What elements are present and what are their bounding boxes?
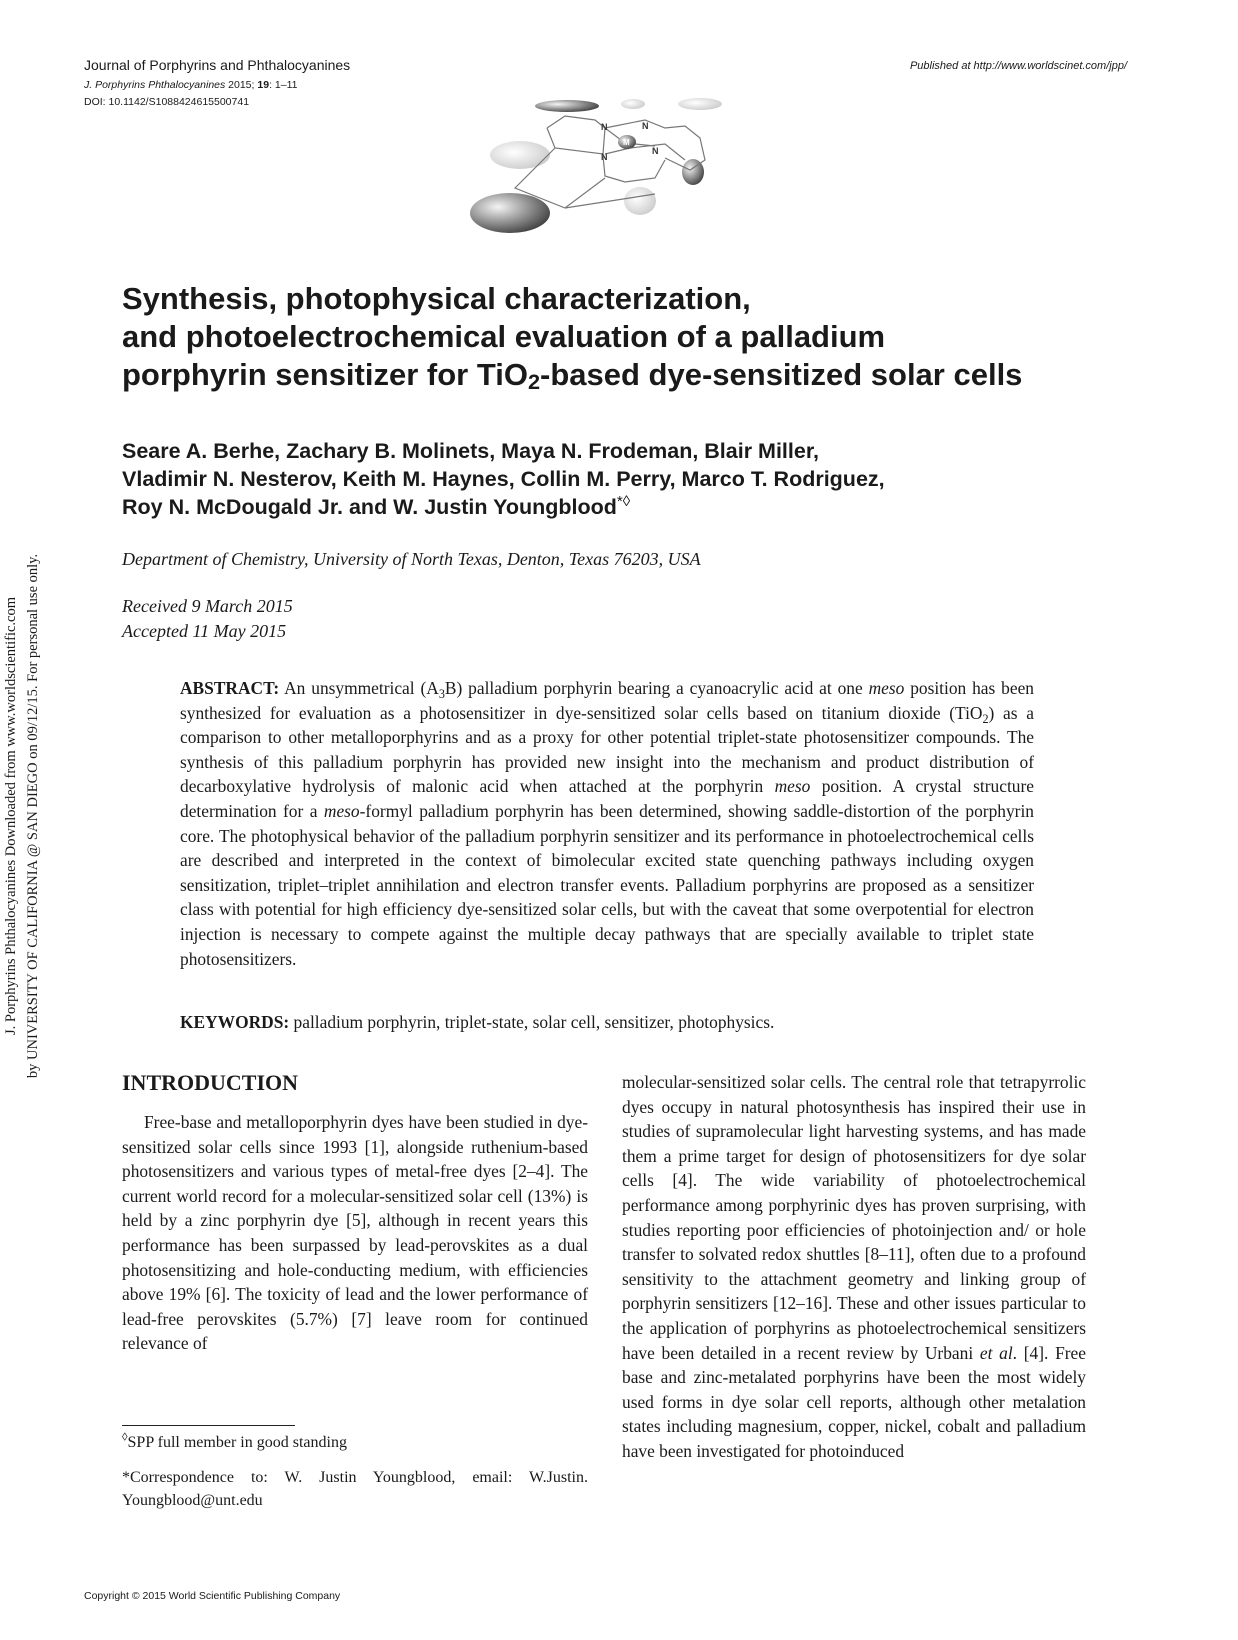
journal-citation: J. Porphyrins Phthalocyanines 2015; 19: 1–11: [84, 79, 298, 91]
title-line: and photoelectrochemical evaluation of a palladium: [122, 319, 886, 354]
copyright: Copyright © 2015 World Scientific Publishing Company: [84, 1590, 341, 1602]
article-title: [122, 280, 1122, 394]
title-line: Synthesis, photophysical characterization,: [122, 281, 751, 316]
accepted-date: Accepted 11 May 2015: [122, 621, 287, 641]
download-notice: [0, 536, 46, 1096]
section-heading: INTRODUCTION: [122, 1070, 299, 1095]
abstract: ABSTRACT: An unsymmetrical $(A_3B)$ palladium porphyrin bearing a cyanoacrylic acid at one meso position has been synthesized for evaluation as a photosensitizer in dye-sensitized solar cells based on titanium dioxide (TiO$_2$) as a comparison to other metalloporphyrins and as a proxy for other potential triplet-state photosensitizer compounds. The synthesis of this palladium porphyrin has provided new insight into the mechanism and product distribution of decarboxylative hydrolysis of malonic acid when attached at the porphyrin meso position. A crystal structure determination for a meso-formyl palladium porphyrin has been determined, showing saddle-distortion of the porphyrin core. The photophysical behavior of the palladium porphyrin sensitizer and its performance in photoelectrochemical cells are described and interpreted in the context of bimolecular excited state quenching pathways including oxygen sensitization, triplet–triplet annihilation and electron transfer events. Palladium porphyrins are proposed as a sensitizer class with potential for high efficiency dye-sensitized solar cells, but with the caveat that some overpotential for electron injection is necessary to compete against the multiple decay pathways that are specially available to triplet state photosensitizers.: [180, 678, 1034, 969]
article-dates: [122, 594, 293, 644]
footnote: ◊SPP full member in good standing: [122, 1431, 347, 1451]
published-at: Published at http://www.worldscinet.com/jpp/: [909, 60, 1127, 72]
footnote: *Correspondence to: W. Justin Youngblood, email: W.Justin. Youngblood@unt.edu: [122, 1469, 588, 1509]
porphyrin-logo: [455, 98, 735, 248]
body-column-right: [622, 1070, 1086, 1464]
logo-label: N: [652, 146, 659, 156]
abstract-label: ABSTRACT:: [180, 678, 280, 698]
body-column-left: [122, 1110, 588, 1356]
logo-label: N: [642, 121, 649, 131]
footnote-divider: [122, 1425, 295, 1426]
download-notice-line: J. Porphyrins Phthalocyanines Downloaded from www.worldscientific.com: [3, 597, 19, 1036]
author-list: [122, 437, 1122, 521]
author-line: Roy N. McDougald Jr. and W. Justin Youngblood*◊: [122, 492, 631, 519]
title-line: porphyrin sensitizer for TiO$_2$-based dye-sensitized solar cells: [122, 357, 1023, 394]
affiliation: Department of Chemistry, University of North Texas, Denton, Texas 76203, USA: [122, 549, 701, 569]
logo-label: M: [623, 138, 630, 147]
keywords-label: KEYWORDS:: [180, 1012, 290, 1032]
received-date: Received 9 March 2015: [122, 596, 293, 616]
download-notice-line: by UNIVERSITY OF CALIFORNIA @ SAN DIEGO on 09/12/15. For personal use only.: [25, 553, 41, 1079]
paragraph: molecular-sensitized solar cells. The central role that tetrapyrrolic dyes occupy in natural photosynthesis has inspired their use in studies of supramolecular light harvesting systems, and has made them a prime target for design of photosensitizers for dye solar cells [4]. The wide variability of photoelectrochemical performance among porphyrinic dyes has proven surprising, with studies reporting poor efficiencies of photoinjection and/ or hole transfer to solvated redox shuttles [8–11], often due to a profound sensitivity to the attachment geometry and linking group of porphyrin sensitizers [12–16]. These and other issues particular to the application of porphyrins as photoelectrochemical sensitizers have been detailed in a recent review by Urbani et al. [4]. Free base and zinc-metalated porphyrins have been the most widely used forms in dye solar cell reports, although other metalation states including magnesium, copper, nickel, cobalt and palladium have been investigated for photoinduced: [622, 1072, 1086, 1461]
logo-label: N: [601, 152, 608, 162]
logo-label: N: [601, 122, 608, 132]
doi: DOI: 10.1142/S1088424615500741: [84, 96, 250, 108]
journal-name: Journal of Porphyrins and Phthalocyanines: [84, 57, 351, 73]
paragraph: Free-base and metalloporphyrin dyes have been studied in dye-sensitized solar cells since 1993 [1], alongside ruthenium-based photosensitizers and various types of metal-free dyes [2–4]. The current world record for a molecular-sensitized solar cell (13%) is held by a zinc porphyrin dye [5], although in recent years this performance has been surpassed by lead-perovskites as a dual photosensitizing and hole-conducting medium, with efficiencies above 19% [6]. The toxicity of lead and the lower performance of lead-free perovskites (5.7%) [7] leave room for continued relevance of: [122, 1112, 588, 1354]
author-line: Seare A. Berhe, Zachary B. Molinets, Maya N. Frodeman, Blair Miller,: [122, 439, 819, 463]
author-line: Vladimir N. Nesterov, Keith M. Haynes, Collin M. Perry, Marco T. Rodriguez,: [122, 467, 885, 491]
keywords: KEYWORDS: palladium porphyrin, triplet-state, solar cell, sensitizer, photophysics.: [180, 1012, 775, 1032]
